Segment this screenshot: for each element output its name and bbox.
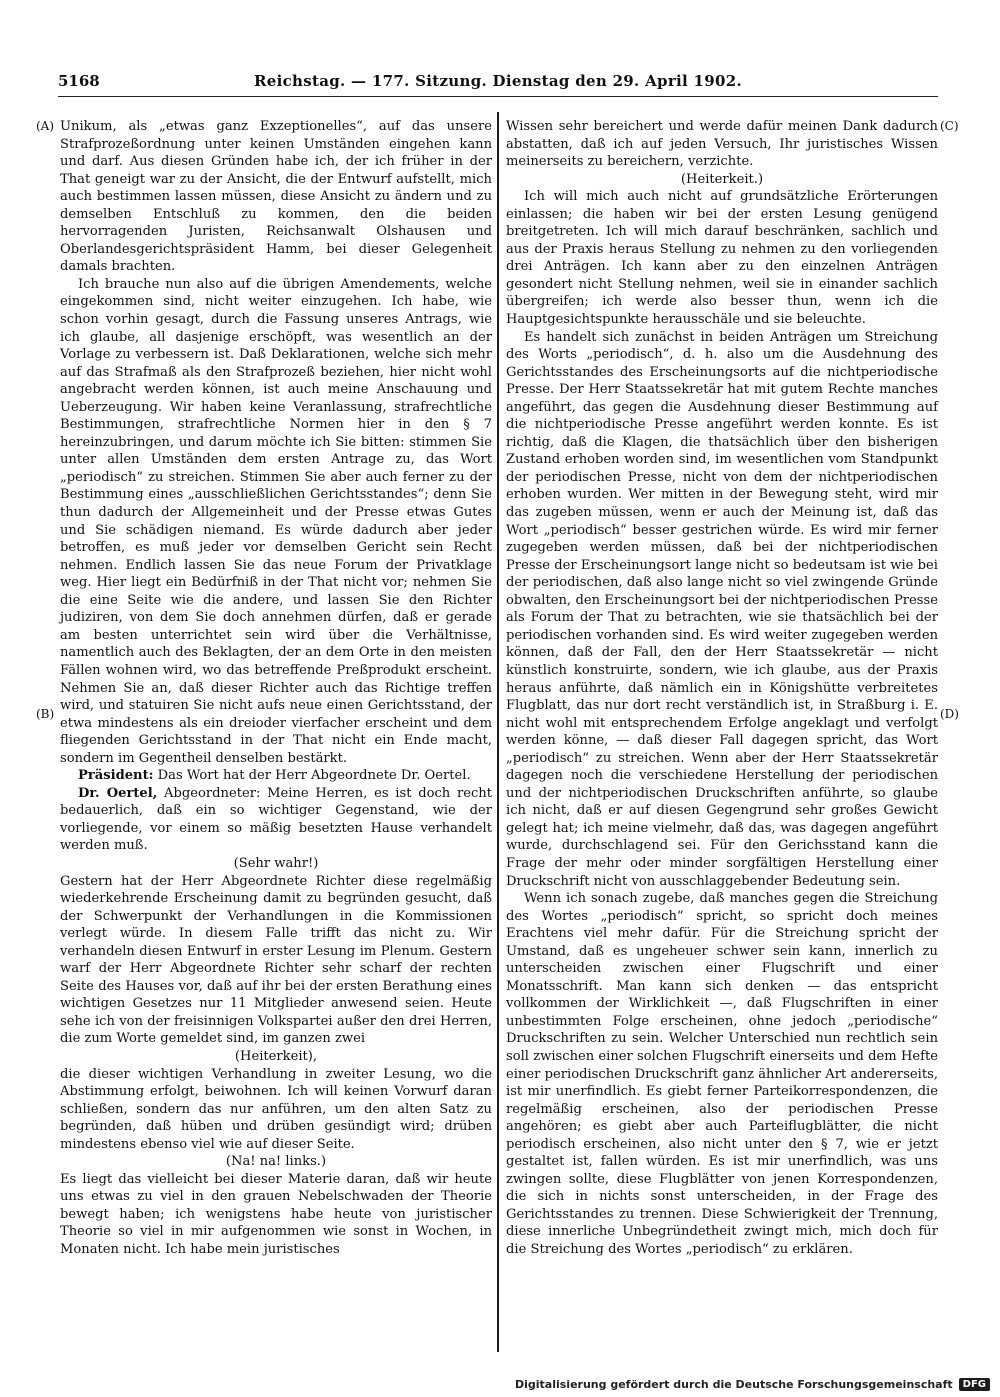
margin-marker-b: (B) (36, 707, 55, 721)
left-paragraph-10: Es liegt das vielleicht bei dieser Materie daran, daß wir heute uns etwas zu viel in den grauen Nebelschwaden der Theorie bewegt haben; ich wenigstens habe heute von juristischer Theorie so viel in mir aufgenommen wie sonst in Wochen, in Monaten nicht. Ich habe mein juristisches (60, 1171, 492, 1257)
right-paragraph-3: Ich will mich auch nicht auf grundsätzliche Erörterungen einlassen; die haben wir bei der ersten Lesung genügend breitgetreten. Ich will mich darauf beschränken, sachlich und aus der Praxis heraus Stellung zu nehmen zu den vorliegenden drei Anträgen. Ich kann aber zu den einzelnen Anträgen gesondert nicht Stellung nehmen, weil sie in einander sachlich übergreifen; ich werde also besser thun, wenn ich die Hauptgesichtspunkte herausschäle und sie beleuchte. (506, 189, 938, 328)
credit-text: Digitalisierung gefördert durch die Deutsche Forschungsgemeinschaft (514, 1378, 953, 1391)
right-paragraph-4: Es handelt sich zunächst in beiden Anträgen um Streichung des Worts „periodisch“, d. h. also um die Ausdehnung des Gerichtsstandes des Erscheinungsorts auf die nichtperiodische Presse. Der Herr Staatssekretär hat mit gutem Rechte manches angeführt, das gegen die Ausdehnung dieser Bestimmung auf die nichtperiodische Presse angeführt werden konnte. Es ist richtig, daß die Klagen, die thatsächlich über den bisherigen Zustand erhoben worden sind, im wesentlichen vom Standpunkt der periodischen Presse, nicht von dem der nichtperiodischen erhoben wurden. Wer mitten in der Bewegung steht, wird mir das zugeben müssen, wenn er auch der Meinung ist, daß das Wort „periodisch“ besser gestrichen würde. Es wird mir ferner zugegeben werden müssen, daß bei der nichtperiodischen Presse der Erscheinungsort lange nicht so bedeutsam ist wie bei der periodischen, daß also lange nicht so viel zwingende Gründe obwalten, den Erscheinungsort bei der nichtperiodischen Presse als Forum der That zu betrachten, wie sie thatsächlich bei der periodischen vorhanden sind. Es wird weiter zugegeben werden können, daß der Fall, den der Herr Staatssekretär — nicht künstlich konstruirte, sondern, wie ich glaube, aus der Praxis heraus anführte, daß nämlich ein in Königshütte verbreitetes Flugblatt, das nur dort recht verständlich ist, in Straßburg i. E. nicht wohl mit entsprechendem Erfolge angeklagt und verfolgt werden könne, — daß dieser Fall dagegen spricht, das Wort „periodisch“ zu streichen. Wenn aber der Herr Staatssekretär dagegen noch die verschiedene Herstellung der periodischen und der nichtperiodischen Druckschriften anführte, so glaube ich nicht, daß er auf diesen Gegengrund sehr großes Gewicht gelegt hat; ich meine vielmehr, daß das, was dagegen angeführt wurde, durchschlagend sei. Für den Gerichsstand kann die Frage der mehr oder minder sorgfältigen Herstellung einer Druckschrift nicht von ausschlaggebender Bedeutung sein. (506, 329, 938, 889)
interjection-na-na: (Na! na! links.) (225, 1154, 327, 1170)
margin-marker-a: (A) (36, 119, 55, 133)
digitization-credit (515, 1378, 990, 1391)
oertel-intro (60, 785, 492, 855)
left-paragraph-8: die dieser wichtigen Verhandlung in zweiter Lesung, wo die Abstimmung erfolgt, beiwohnen. Ich will keinen Vorwurf daran schließen, sondern das nur anführen, um den alten Satz zu begründen, daß hüben und drüben gesündigt wird; drüben mindestens ebenso viel wie auf dieser Seite. (60, 1066, 492, 1152)
interjection-heiterkeit-2: (Heiterkeit.) (680, 171, 764, 187)
president-text: Das Wort hat der Herr Abgeordnete Dr. Oertel. (157, 768, 471, 784)
margin-marker-c: (C) (940, 119, 959, 133)
speaker-label-president: Präsident: (78, 768, 154, 784)
margin-marker-d: (D) (940, 707, 959, 721)
dfg-logo: DFG (959, 1378, 990, 1391)
left-paragraph-6: Gestern hat der Herr Abgeordnete Richter diese regelmäßig wiederkehrende Erscheinung damit zu begründen gesucht, daß der Schwerpunkt der Verhandlungen in die Kommissionen verlegt würde. In diesem Falle trifft das nicht zu. Wir verhandeln diesen Entwurf in erster Lesung im Plenum. Gestern warf der Herr Abgeordnete Richter sehr scharf der rechten Seite des Hauses vor, daß auf ihr bei der ersten Berathung eines wichtigen Gesetzes nur 11 Mitglieder anwesend seien. Heute sehe ich von der freisinnigen Volkspartei außer den drei Herren, die zum Worte gemeldet sind, im ganzen zwei (60, 873, 492, 1047)
page-number: 5168 (58, 72, 100, 90)
oertel-text: Abgeordneter: Meine Herren, es ist doch recht bedauerlich, daß ein so wichtiger Gegenstand, wie der vorliegende, vor einem so mäßig besetzten Hause verhandelt werden muß. (60, 785, 492, 854)
speaker-label-oertel: Dr. Oertel, (78, 785, 158, 801)
running-title: Reichstag. — 177. Sitzung. Dienstag den 29. April 1902. (253, 72, 743, 90)
president-remark (60, 767, 492, 785)
header-rule (58, 96, 938, 97)
interjection-sehr-wahr: (Sehr wahr!) (233, 855, 319, 871)
interjection-heiterkeit-1: (Heiterkeit), (234, 1048, 318, 1064)
right-paragraph-1: Wissen sehr bereichert und werde dafür meinen Dank dadurch abstatten, daß ich auf jeden Versuch, Ihr juristisches Wissen meinerseits zu bereichern, verzichte. (506, 119, 938, 170)
left-paragraph-2: Ich brauche nun also auf die übrigen Amendements, welche eingekommen sind, nicht weiter einzugehen. Ich habe, wie schon vorhin gesagt, durch die Fassung unseres Antrags, wie ich glaube, all dasjenige erschöpft, was wesentlich an der Vorlage zu verbessern ist. Daß Deklarationen, welche sich mehr auf das Strafmaß als den Strafprozeß beziehen, hier nicht wohl angebracht werden können, ist auch meine Anschauung und Ueberzeugung. Wir haben keine Veranlassung, strafrechtliche Bestimmungen, strafrechtliche Normen hier in den § 7 hereinzubringen, und darum möchte ich Sie bitten: stimmen Sie unter allen Umständen dem ersten Antrage zu, das Wort „periodisch“ zu streichen. Stimmen Sie aber auch ferner zu der Bestimmung eines „ausschließlichen Gerichtsstandes“; denn Sie thun dadurch der Allgemeinheit und der Presse etwas Gutes und Sie schädigen niemand. Es würde dadurch aber jeder betroffen, es muß jeder vor demselben Gericht sein Recht nehmen. Endlich lassen Sie das neue Forum der Privatklage weg. Hier liegt ein Bedürfniß in der That nicht vor; nehmen Sie die eine Seite wie die andere, und lassen Sie den Richter judiziren, von dem Sie doch annehmen dürfen, daß er gerade am besten unterrichtet sein wird über die Verhältnisse, namentlich auch des Beklagten, der an dem Orte in den meisten Fällen wohnen wird, wo das betreffende Preßprodukt erscheint. Nehmen Sie an, daß dieser Richter auch das Richtige treffen wird, und statuiren Sie nicht aufs neue einen Gerichtsstand, der etwa mindestens als ein dreioder vierfacher erscheint und dem fliegenden Gerichtsstand in der That nicht ein Ende macht, sondern im Gegentheil denselben bestärkt. (60, 276, 492, 766)
left-column (60, 118, 492, 1259)
column-rule (497, 112, 499, 1352)
page-header (58, 72, 938, 96)
right-column (506, 118, 938, 1259)
left-paragraph-1: Unikum, als „etwas ganz Exzeptionelles“, auf das unsere Strafprozeßordnung unter keinen Umständen eingehen kann und darf. Aus diesen Gründen habe ich, der ich früher in der That geneigt war zu der Ansicht, die der Entwurf aufstellt, mich auch bestimmen lassen müssen, diese Ansicht zu ändern und zu demselben Entschluß zu kommen, den die beiden hervorragenden Juristen, Reichsanwalt Olshausen und Oberlandesgerichtspräsident Hamm, bei dieser Gelegenheit damals brachten. (60, 119, 492, 275)
right-paragraph-5: Wenn ich sonach zugebe, daß manches gegen die Streichung des Wortes „periodisch“ spricht, so spricht doch meines Erachtens viel mehr dafür. Für die Streichung spricht der Umstand, daß es ungeheuer schwer sein kann, innerlich zu unterscheiden zwischen einer Flugschrift und einer Monatsschrift. Man kann sich denken — das entspricht vollkommen der Wirklichkeit —, daß Flugschriften in einer unbestimmten Folge erscheinen, ohne jedoch „periodische“ Druckschriften zu sein. Welcher Unterschied nun rechtlich sein soll zwischen einer solchen Flugschrift einerseits und dem Hefte einer periodischen Druckschrift ganz ähnlicher Art andererseits, ist mir unerfindlich. Es giebt ferner Parteikorrespondenzen, die regelmäßig erscheinen, also der periodischen Presse angehören; es giebt aber auch Parteiflugblätter, die nicht periodisch erscheinen, also nicht unter den § 7, wie er jetzt gestaltet ist, fallen würden. Es ist mir unerfindlich, was uns zwingen sollte, diese Flugblätter von jenen Korrespondenzen, die sich in nichts sonst unterscheiden, in der Frage des Gerichtsstandes zu trennen. Diese Schwierigkeit der Trennung, diese innerliche Unbegründetheit zwingt mich, mich doch für die Streichung des Wortes „periodisch“ zu erklären. (506, 891, 938, 1257)
